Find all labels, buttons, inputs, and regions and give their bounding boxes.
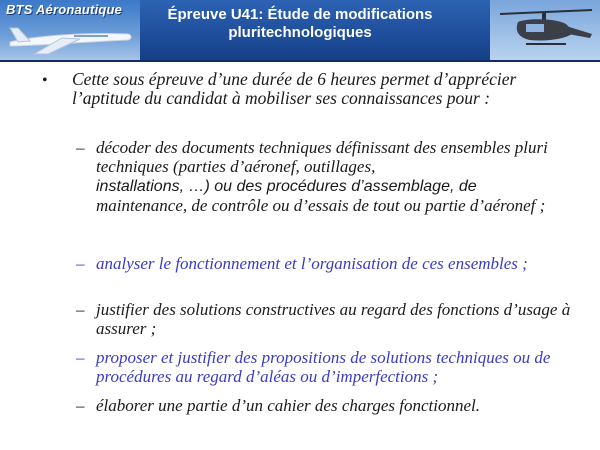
- dash-icon: –: [76, 138, 85, 157]
- dash-icon: –: [76, 300, 85, 319]
- brand-panel: [0, 0, 140, 60]
- dash-icon: –: [76, 396, 85, 415]
- helicopter-panel: [490, 0, 600, 60]
- airplane-icon: [4, 16, 136, 58]
- dash-icon: –: [76, 348, 85, 367]
- helicopter-icon: [496, 4, 596, 56]
- bullet-dot-icon: •: [42, 72, 48, 89]
- brand-label: BTS Aéronautique: [6, 2, 123, 17]
- list-item: proposer et justifier des propositions de solutions techniques ou de procédures au regard d’aléas ou d’imperfections ;: [96, 348, 551, 386]
- list-item: justifier des solutions constructives au regard des fonctions d’usage à assurer ;: [96, 300, 571, 338]
- dash-icon: –: [76, 254, 85, 273]
- intro-text: Cette sous épreuve d’une durée de 6 heures permet d’apprécier l’aptitude du candidat à mobiliser ses connaissances pour :: [72, 69, 517, 108]
- page-title: Épreuve U41: Étude de modifications pluritechnologiques: [167, 6, 433, 41]
- list-item: analyser le fonctionnement et l’organisation de ces ensembles ;: [96, 254, 528, 273]
- list-item-part: décoder des documents techniques définissant des ensembles pluri techniques (parties d’aéronef, outillages,: [96, 138, 548, 176]
- header-banner: [0, 0, 600, 62]
- list-item: [96, 138, 576, 215]
- list-item-part: installations, …) ou des procédures d’assemblage, de: [96, 178, 477, 195]
- list-item: élaborer une partie d’un cahier des charges fonctionnel.: [96, 396, 480, 415]
- list-item-part: maintenance, de contrôle ou d’essais de tout ou partie d’aéronef ;: [96, 196, 546, 215]
